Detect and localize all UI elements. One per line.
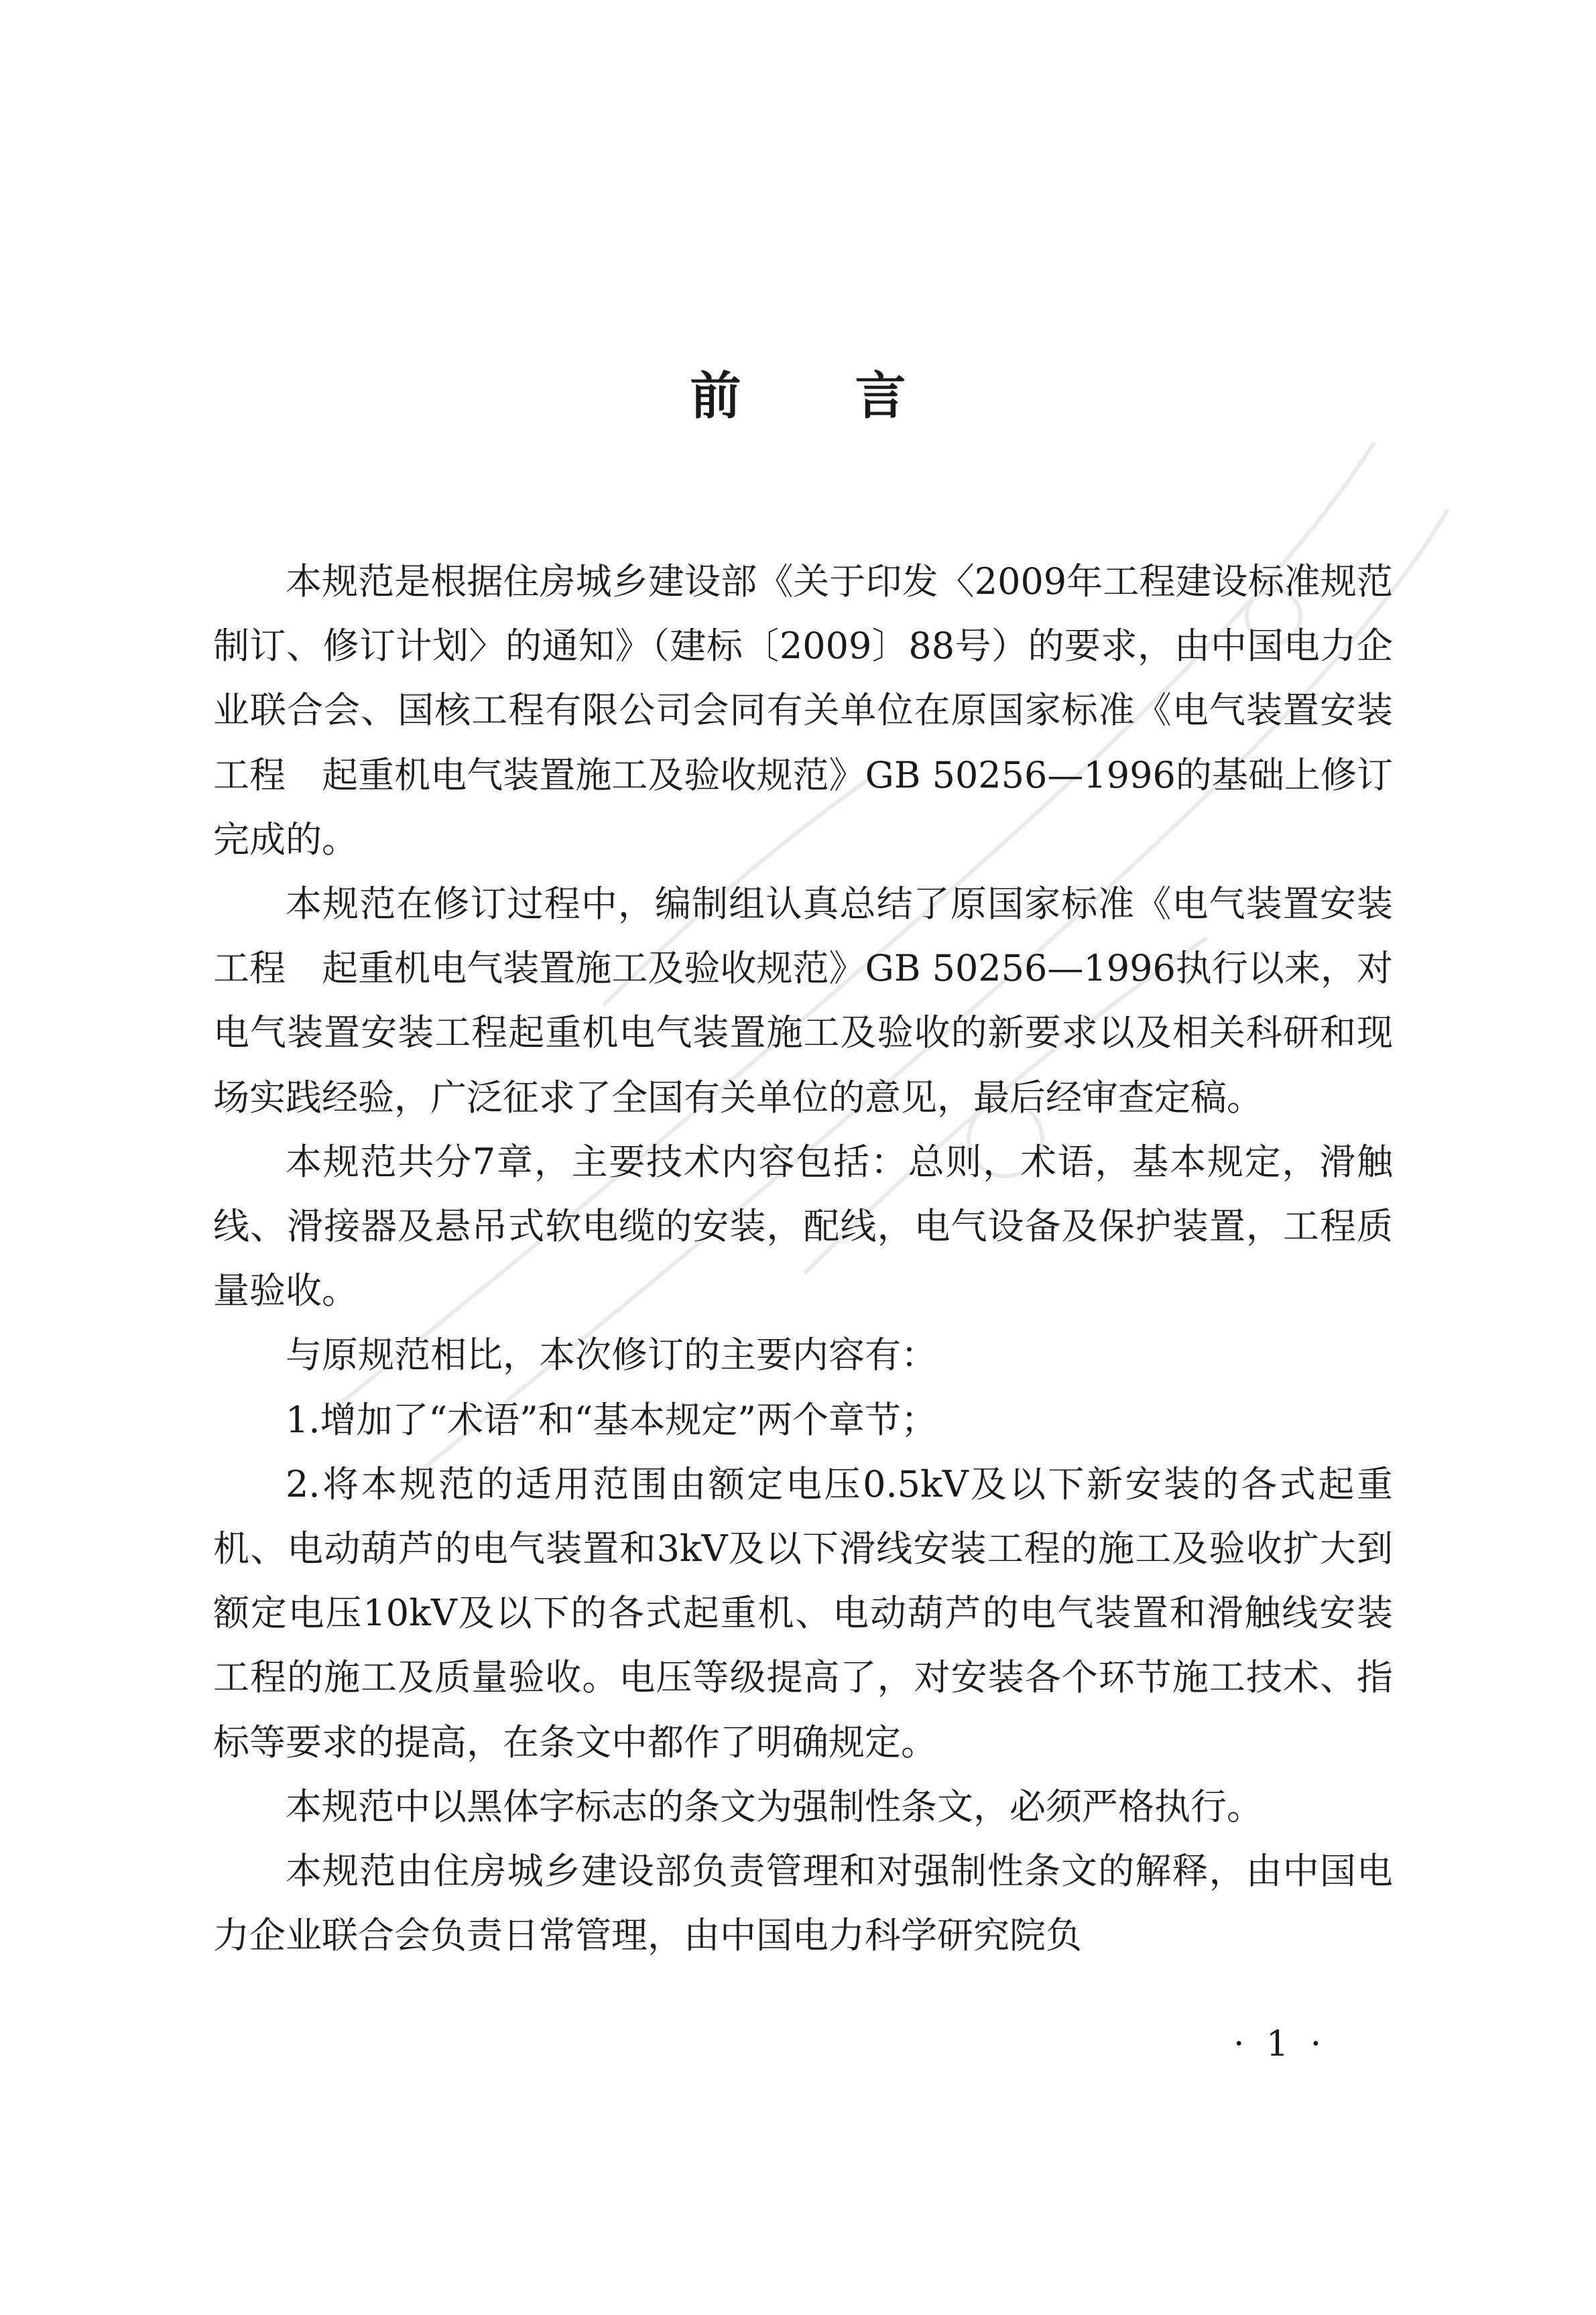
paragraph-revision-process: 本规范在修订过程中，编制组认真总结了原国家标准《电气装置安装工程 起重机电气装置施工及验收规范》GB 50256—1996执行以来，对电气装置安装工程起重机电气装置施工及验收的新要求以及相关科研和现场实践经验，广泛征求了全国有关单位的意见，最后经审查定稿。 — [213, 883, 1393, 1119]
paragraph-management: 本规范由住房城乡建设部负责管理和对强制性条文的解释，由中国电力企业联合会负责日常管理，由中国电力科学研究院负 — [213, 1850, 1393, 1957]
paragraph-mandatory: 本规范中以黑体字标志的条文为强制性条文，必须严格执行。 — [286, 1785, 1263, 1828]
paragraph-change-2: 2.将本规范的适用范围由额定电压0.5kV及以下新安装的各式起重机、电动葫芦的电气装置和3kV及以下滑线安装工程的施工及验收扩大到额定电压10kV及以下的各式起重机、电动葫芦的电气装置和滑触线安装工程的施工及质量验收。电压等级提高了，对安装各个环节施工技术、指标等要求的提高，在条文中都作了明确规定。 — [213, 1462, 1393, 1763]
page-number: · 1 · — [1233, 2024, 1327, 2064]
title-char-1: 前 — [690, 366, 741, 426]
paragraph-revision-basis: 本规范是根据住房城乡建设部《关于印发〈2009年工程建设标准规范制订、修订计划〉的通知》（建标〔2009〕88号）的要求，由中国电力企业联合会、国核工程有限公司会同有关单位在原国家标准《电气装置安装工程 起重机电气装置施工及验收规范》GB 50256—1996的基础上修订完成的。 — [213, 560, 1393, 861]
paragraph-changes-intro: 与原规范相比，本次修订的主要内容有： — [286, 1334, 937, 1377]
page-title — [0, 355, 1596, 428]
paragraph-change-1: 1.增加了“术语”和“基本规定”两个章节； — [286, 1398, 937, 1441]
paragraph-chapters: 本规范共分7章，主要技术内容包括：总则，术语，基本规定，滑触线、滑接器及悬吊式软电缆的安装，配线，电气设备及保护装置，工程质量验收。 — [213, 1140, 1393, 1312]
title-char-2: 言 — [855, 366, 906, 426]
preface-body — [213, 550, 1393, 1968]
